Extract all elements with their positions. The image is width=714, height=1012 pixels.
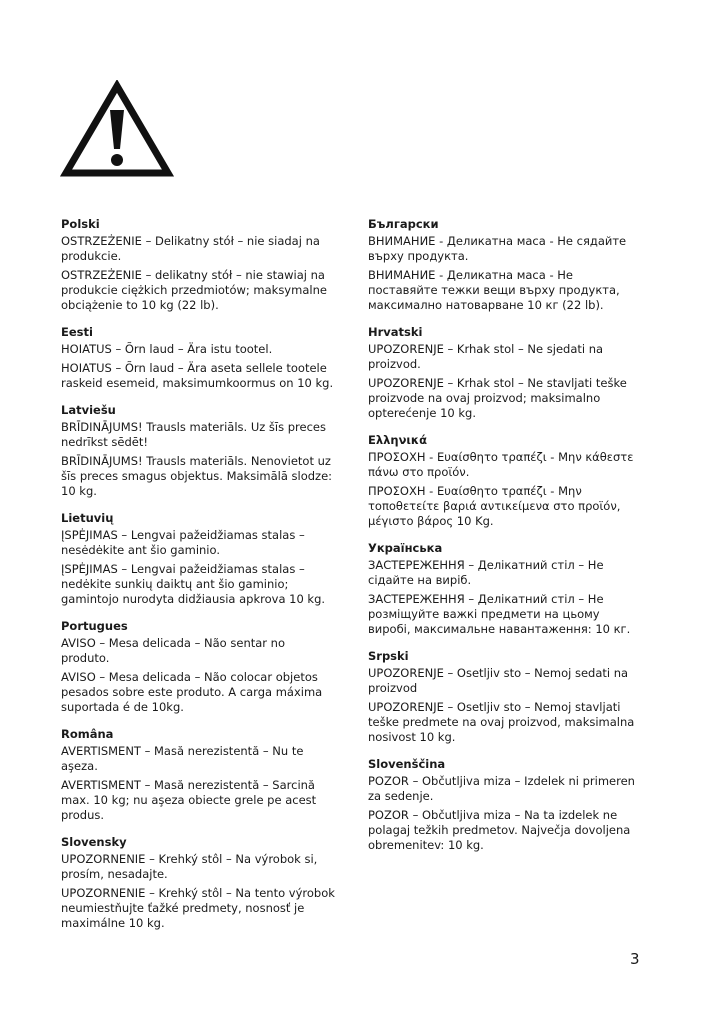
- language-heading: Lietuvių: [61, 511, 114, 525]
- warning-text: ЗАСТЕРЕЖЕННЯ – Делікатний стіл – Не розміщуйте важкі предмети на цьому виробі, максимальне навантаження: 10 кг.: [368, 592, 631, 636]
- language-heading: Latviešu: [61, 403, 116, 417]
- warning-text: ВНИМАНИЕ - Деликатна маса - Не сядайте върху продукта.: [368, 234, 627, 263]
- warning-text: POZOR – Občutljiva miza – Izdelek ni primeren za sedenje.: [368, 774, 635, 803]
- section-ellinika: [368, 433, 643, 529]
- warning-text: OSTRZEŻENIE – delikatny stół – nie stawiaj na produkcie ciężkich przedmiotów; maksymalne obciążenie to 10 kg (22 lb).: [61, 268, 327, 312]
- language-heading: Hrvatski: [368, 325, 423, 339]
- language-heading: Ελληνικά: [368, 433, 427, 447]
- section-srpski: [368, 649, 643, 745]
- section-romana: [61, 727, 336, 823]
- language-heading: Româna: [61, 727, 114, 741]
- warning-text: ĮSPĖJIMAS – Lengvai pažeidžiamas stalas – nedėkite sunkių daiktų ant šio gaminio; gamintojo nurodyta didžiausia apkrova 10 kg.: [61, 562, 326, 606]
- warning-text: OSTRZEŻENIE – Delikatny stół – nie siadaj na produkcie.: [61, 234, 320, 263]
- warning-text: HOIATUS – Õrn laud – Ära aseta sellele tootele raskeid esemeid, maksimumkoormus on 10 kg.: [61, 361, 334, 390]
- warning-triangle-icon: [60, 80, 174, 178]
- section-portugues: [61, 619, 336, 715]
- section-eesti: [61, 325, 336, 391]
- warning-text: BRĪDINĀJUMS! Trausls materiāls. Nenovietot uz šīs preces smagus objektus. Maksimālā slodze: 10 kg.: [61, 454, 333, 498]
- section-lietuviu: [61, 511, 336, 607]
- language-heading: Srpski: [368, 649, 409, 663]
- section-ukrainska: [368, 541, 643, 637]
- warning-text: AVISO – Mesa delicada – Não sentar no produto.: [61, 636, 285, 665]
- warning-text: UPOZORNENIE – Krehký stôl – Na výrobok si, prosím, nesadajte.: [61, 852, 318, 881]
- language-heading: Slovenščina: [368, 757, 446, 771]
- warning-text: ĮSPĖJIMAS – Lengvai pažeidžiamas stalas – nesėdėkite ant šio gaminio.: [61, 528, 305, 557]
- warning-text: AVERTISMENT – Masă nerezistentă – Nu te aşeza.: [61, 744, 304, 773]
- language-heading: Eesti: [61, 325, 93, 339]
- warning-text: UPOZORENJE – Osetljiv sto – Nemoj sedati na proizvod: [368, 666, 629, 695]
- section-polski: [61, 217, 336, 313]
- warning-text: AVISO – Mesa delicada – Não colocar objetos pesados sobre este produto. A carga máxima suportada é de 10kg.: [61, 670, 323, 714]
- section-slovenscina: [368, 757, 643, 853]
- page-number: 3: [630, 950, 640, 968]
- warning-text: ВНИМАНИЕ - Деликатна маса - Не поставяйте тежки вещи върху продукта, максимално натоварване 10 кг (22 lb).: [368, 268, 620, 312]
- right-column: [368, 217, 643, 865]
- section-bulgarski: [368, 217, 643, 313]
- warning-text: BRĪDINĀJUMS! Trausls materiāls. Uz šīs preces nedrīkst sēdēt!: [61, 420, 326, 449]
- section-hrvatski: [368, 325, 643, 421]
- warning-text: AVERTISMENT – Masă nerezistentă – Sarcină max. 10 kg; nu aşeza obiecte grele pe acest produs.: [61, 778, 317, 822]
- language-heading: Portugues: [61, 619, 128, 633]
- warning-text: UPOZORENJE – Krhak stol – Ne sjedati na proizvod.: [368, 342, 604, 371]
- section-latviesu: [61, 403, 336, 499]
- language-heading: Български: [368, 217, 439, 231]
- warning-text: UPOZORENJE – Osetljiv sto – Nemoj stavljati teške predmete na ovaj proizvod, maksimalna nosivost 10 kg.: [368, 700, 635, 744]
- language-heading: Українська: [368, 541, 443, 555]
- section-slovensky: [61, 835, 336, 931]
- warning-text: HOIATUS – Õrn laud – Ära istu tootel.: [61, 342, 273, 356]
- warning-text: UPOZORNENIE – Krehký stôl – Na tento výrobok neumiestňujte ťažké predmety, nosnosť je maximálne 10 kg.: [61, 886, 335, 930]
- warning-text: UPOZORENJE – Krhak stol – Ne stavljati teške proizvode na ovaj proizvod; maksimalno opterećenje 10 kg.: [368, 376, 627, 420]
- warning-text: ΠΡΟΣΟΧΗ - Ευαίσθητο τραπέζι - Μην τοποθετείτε βαριά αντικείμενα στο προϊόν, μέγιστο βάρος 10 Kg.: [368, 484, 621, 528]
- left-column: [61, 217, 336, 943]
- warning-text: POZOR – Občutljiva miza – Na ta izdelek ne polagaj težkih predmetov. Največja dovoljena obremenitev: 10 kg.: [368, 808, 631, 852]
- language-heading: Polski: [61, 217, 100, 231]
- warning-text: ЗАСТЕРЕЖЕННЯ – Делікатний стіл – Не сідайте на виріб.: [368, 558, 604, 587]
- language-heading: Slovensky: [61, 835, 127, 849]
- warning-text: ΠΡΟΣΟΧΗ - Ευαίσθητο τραπέζι - Μην κάθεστε πάνω στο προϊόν.: [368, 450, 634, 479]
